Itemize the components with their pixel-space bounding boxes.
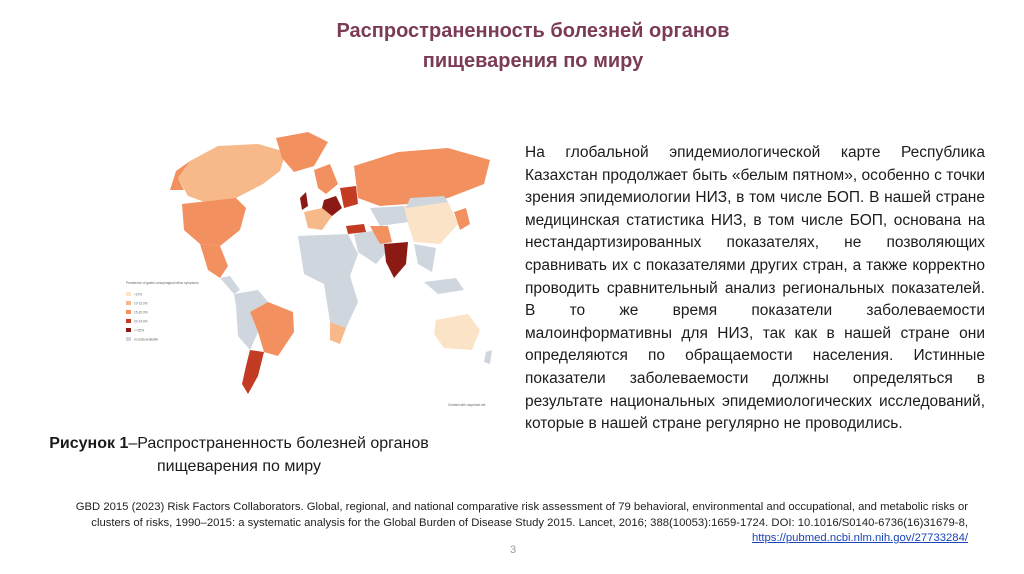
legend-swatch-4 xyxy=(126,328,131,332)
title-line-1: Распространенность болезней органов xyxy=(336,20,730,42)
legend-label-3: 20-24.9% xyxy=(134,319,148,324)
legend-title: Prevalence of gastro-oesophageal reflux symptoms xyxy=(126,281,199,285)
legend-label-2: 15-20.0% xyxy=(134,310,148,315)
page-number: 3 xyxy=(509,544,517,556)
legend-swatch-1 xyxy=(126,301,131,305)
world-map-svg xyxy=(118,126,498,416)
caption-text: –Распространенность болезней органов пищеварения по миру xyxy=(128,435,429,475)
legend-swatch-2 xyxy=(126,310,131,314)
figure-caption xyxy=(20,432,458,478)
region-scandinavia xyxy=(314,164,338,194)
region-central-africa xyxy=(324,276,358,328)
region-argentina xyxy=(242,350,264,394)
legend-swatch-0 xyxy=(126,292,131,296)
region-mexico xyxy=(200,244,228,278)
region-australia xyxy=(434,314,480,350)
legend-label-4: >=25% xyxy=(134,328,145,333)
body-paragraph: На глобальной эпидемиологической карте Республика Казахстан продолжает быть «белым пятном», особенно с точки зрения эпидемиологии НИЗ, в том числе БОП. В нашей стране медицинская статистика НИЗ, в том числе БОП, основана на нестандартизированных показателях, не позволяющих сравнивать их с показателями других стран, а также корректно проводить сравнительный анализ региональных показателей. В то же время показатели заболеваемости малоинформативны для НИЗ, так как в нашей стране они определяются по обращаемости населения. Истинные показатели заболеваемости должны определяться в результате национальных эпидемиологических исследований, которые в нашей стране регулярно не проводились. xyxy=(525,144,985,433)
region-korea-japan xyxy=(454,208,470,230)
legend-label-5: no data available xyxy=(134,337,159,342)
legend-label-1: 10-15.0% xyxy=(134,301,148,306)
region-new-zealand xyxy=(484,350,492,364)
legend-swatch-5 xyxy=(126,337,131,341)
reference-citation xyxy=(40,500,968,547)
map-credit: Created with mapchart.net xyxy=(448,403,486,407)
region-canada xyxy=(178,144,286,204)
region-southeast-asia xyxy=(414,244,436,272)
region-china xyxy=(404,202,458,244)
world-map xyxy=(118,126,498,416)
reference-link[interactable]: https://pubmed.ncbi.nlm.nih.gov/27733284/ xyxy=(751,532,968,544)
slide-title xyxy=(0,16,1024,76)
caption-label: Рисунок 1 xyxy=(49,435,129,452)
region-greenland xyxy=(276,132,328,172)
region-usa xyxy=(182,198,246,246)
map-legend xyxy=(126,281,199,342)
legend-label-0: <10% xyxy=(134,292,143,297)
title-line-2: пищеварения по миру xyxy=(422,50,644,72)
region-india xyxy=(384,242,408,278)
region-indonesia xyxy=(424,278,464,294)
legend-swatch-3 xyxy=(126,319,131,323)
reference-text: GBD 2015 (2023) Risk Factors Collaborators. Global, regional, and national comparative risk assessment of 79 behavioral, environmental and occupational, and metabolic risks or clusters of risks, 1990–2015: a systematic analysis for the Global Burden of Disease Study 2015. Lancet, 2016; 388(10053):1659-1724. DOI: 10.1016/S0140-6736(16)31679-8, xyxy=(75,501,968,529)
region-central-america xyxy=(220,276,240,294)
region-kazakhstan xyxy=(370,206,408,226)
region-uk xyxy=(300,192,308,210)
region-eastern-europe xyxy=(340,186,358,208)
